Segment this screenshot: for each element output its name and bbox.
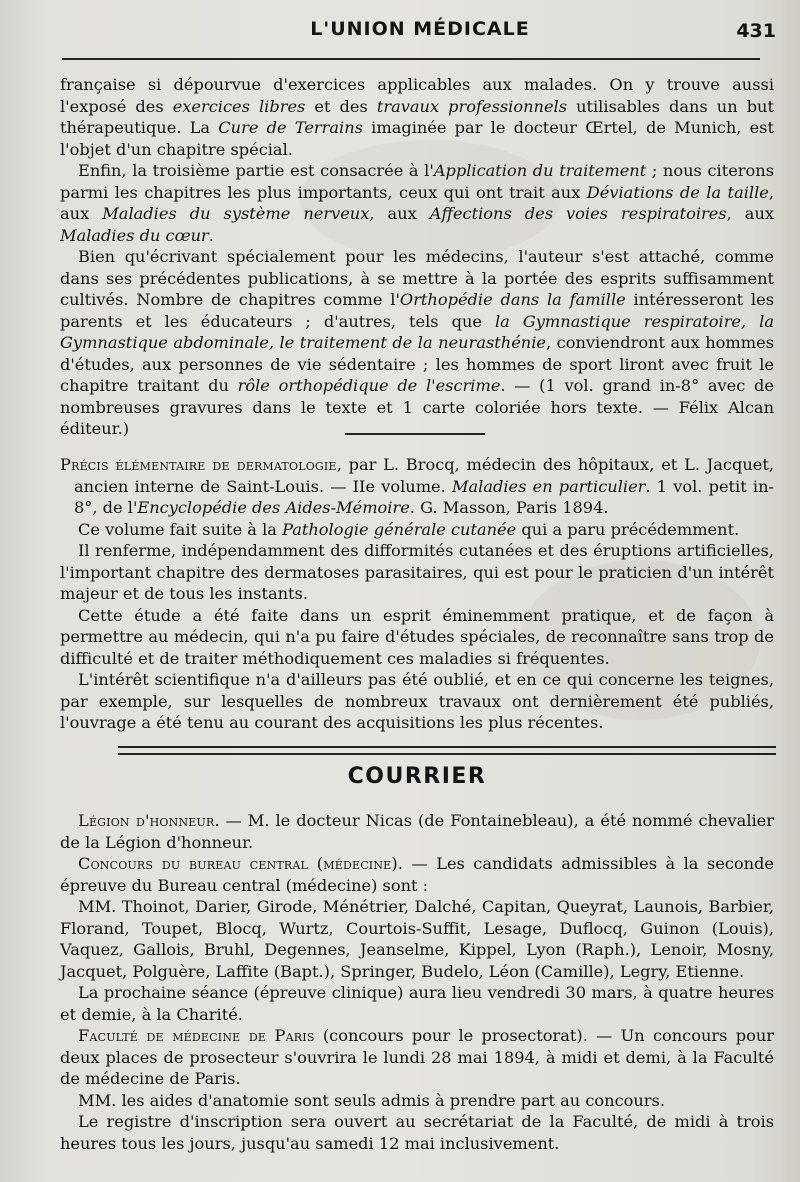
paragraph: Cette étude a été faite dans un esprit éminemment pratique, et de façon à permettre au médecin, qui n'a pu faire d'études spéciales, de reconnaître sans trop de difficulté et de traiter méthodiquement ces maladies si fréquentes. [60, 605, 774, 668]
paragraph: Ce volume fait suite à la Pathologie générale cutanée qui a paru précédemment. [78, 519, 740, 539]
running-head [60, 18, 780, 48]
candidate-list: MM. Thoinot, Darier, Girode, Ménétrier, Dalché, Capitan, Queyrat, Launois, Barbier, Florand, Toupet, Blocq, Wurtz, Courtois-Suffit, Lesage, Duflocq, Guinon (Louis), Vaquez, Gallois, Bruhl, Degennes, Jeanselme, Kippel, Lyon (Raph.), Lenoir, Mosny, Jacquet, Polguère, Laffite (Bapt.), Springer, Budelo, Léon (Camille), Legry, Etienne. [60, 897, 774, 981]
review-continuation [60, 74, 774, 440]
page-number: 431 [736, 20, 776, 42]
review-dermatologie [60, 454, 774, 734]
news-item: Légion d'honneur. — M. le docteur Nicas (de Fontainebleau), a été nommé chevalier de la Légion d'honneur. [60, 811, 774, 852]
paragraph: Il renferme, indépendamment des difformités cutanées et des éruptions artificielles, l'important chapitre des dermatoses parasitaires, qui est pour le praticien d'un intérêt majeur et de tous les instants. [60, 541, 774, 603]
paragraph: Bien qu'écrivant spécialement pour les médecins, l'auteur s'est attaché, comme dans ses précédentes publications, à se mettre à la portée des esprits suffisamment cultivés. Nombre de chapitres comme l'Orthopédie dans la famille intéresseront les parents et les éducateurs ; d'autres, tels que la Gymnastique respiratoire, la Gymnastique abdominale, le traitement de la neurasthénie, conviendront aux hommes d'études, aux personnes de vie sédentaire ; les hommes de sport liront avec fruit le chapitre traitant du rôle orthopédique de l'escrime. — (1 vol. grand in-8° avec de nombreuses gravures dans le texte et 1 carte coloriée hors texte. — Félix Alcan éditeur.) [60, 247, 774, 438]
news-item: Concours du bureau central (médecine). — Les candidats admissibles à la seconde épreuve du Bureau central (médecine) sont : [60, 854, 774, 895]
paragraph: La prochaine séance (épreuve clinique) aura lieu vendredi 30 mars, à quatre heures et demie, à la Charité. [60, 983, 774, 1024]
book-title: Précis élémentaire de dermatologie [60, 455, 337, 474]
bibliographic-entry: Précis élémentaire de dermatologie, par L. Brocq, médecin des hôpitaux, et L. Jacquet, ancien interne de Saint-Louis. — IIe volume. Maladies en particulier. 1 vol. petit in-8°, de l'Encyclopédie des Aides-Mémoire. G. Masson, Paris 1894. [60, 455, 774, 517]
news-item: Faculté de médecine de Paris (concours pour le prosectorat). — Un concours pour deux places de prosecteur s'ouvrira le lundi 28 mai 1894, à midi et demi, à la Faculté de médecine de Paris. [60, 1026, 774, 1088]
paragraph: L'intérêt scientifique n'a d'ailleurs pas été oublié, et en ce qui concerne les teignes, par exemple, sur lesquelles de nombreux travaux ont dernièrement été publiés, l'ouvrage a été tenu au courant des acquisitions les plus récentes. [60, 670, 774, 732]
section-divider [345, 433, 485, 435]
paragraph: Le registre d'inscription sera ouvert au secrétariat de la Faculté, de midi à trois heures tous les jours, jusqu'au samedi 12 mai inclusivement. [60, 1112, 774, 1153]
courrier-section [60, 810, 774, 1154]
header-rule [62, 58, 760, 60]
paragraph: Enfin, la troisième partie est consacrée à l'Application du traitement ; nous citerons parmi les chapitres les plus importants, ceux qui ont trait aux Déviations de la taille, aux Maladies du système nerveux, aux Affections des voies respiratoires, aux Maladies du cœur. [60, 161, 774, 245]
section-double-rule [118, 746, 776, 755]
paragraph: MM. les aides d'anatomie sont seuls admis à prendre part au concours. [78, 1090, 665, 1110]
journal-title: L'UNION MÉDICALE [310, 18, 530, 40]
section-title: COURRIER [347, 764, 487, 789]
paragraph: française si dépourvue d'exercices applicables aux malades. On y trouve aussi l'exposé des exercices libres et des travaux professionnels utilisables dans un but thérapeutique. La Cure de Terrains imaginée par le docteur Œrtel, de Munich, est l'objet d'un chapitre spécial. [60, 75, 774, 159]
